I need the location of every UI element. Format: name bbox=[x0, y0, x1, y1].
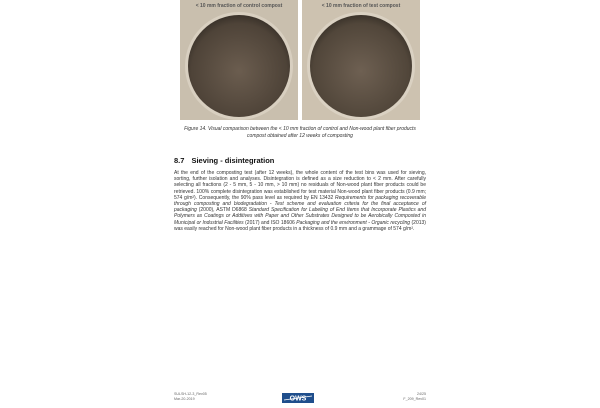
section-number: 8.7 bbox=[174, 156, 185, 165]
ows-logo-icon bbox=[282, 393, 314, 403]
control-compost-photo bbox=[180, 0, 298, 120]
body-text-4: (2013) was easily reached for Non-wood plant fiber products in a thickness of 0.9 mm and a grammage of 574 g/m². bbox=[174, 219, 426, 232]
figure-caption: Figure 14. Visual comparison between the < 10 mm fraction of control and Non-wood plant fiber products compost obtained after 12 weeks of composting bbox=[184, 126, 416, 139]
control-compost-dish bbox=[180, 0, 298, 120]
body-paragraph bbox=[174, 170, 426, 232]
test-compost-label: < 10 mm fraction of test compost bbox=[321, 3, 401, 9]
body-text-3: (2017) and ISO 18606 bbox=[243, 219, 297, 226]
page-footer bbox=[174, 392, 426, 406]
footer-doc-id: SULSH-12-3_Rev05 bbox=[174, 392, 207, 396]
footer-right bbox=[403, 392, 426, 401]
test-compost-photo bbox=[302, 0, 420, 120]
document-page bbox=[172, 0, 428, 408]
body-text-1: At the end of the composting test (after 12 weeks), the whole content of the test bins was used for sieving, sorting, further isolation and analyses. Disintegration is defined as a size reduction to < 2 mm. After carefully selecting all fractions (2 - 5 mm, 5 - 10 mm, > 10 mm) no residuals of Non-wood plant fiber products could be retrieved. 100% complete disintegration was established for test material Non-wood plant fiber products (0.9 mm; 574 g/m²). Consequently, the 90% pass level as required by EN 13432 bbox=[174, 170, 426, 201]
control-compost-label: < 10 mm fraction of control compost bbox=[195, 3, 283, 9]
svg-text:OWS: OWS bbox=[289, 395, 307, 403]
footer-date: Mar-20-2019 bbox=[174, 396, 195, 401]
body-italic-3: Packaging and the environment - Organic recycling bbox=[296, 219, 411, 226]
body-italic-2: Standard Specification for Labeling of End Items that Incorporate Plastics and Polymers as Coatings or Additives with Paper and Other Substrates Designed to be Aerobically Composted in Municipal or Industrial Facilities bbox=[174, 207, 426, 226]
section-heading bbox=[174, 156, 274, 165]
body-italic-1: Requirements for packaging recoverable through composting and biodegradation - Test scheme and evaluation criteria for the final acceptance of packaging bbox=[174, 194, 426, 214]
footer-form-id: F_209_Rev01 bbox=[403, 396, 426, 401]
test-compost-dish bbox=[302, 0, 420, 120]
footer-page-number: 24/25 bbox=[417, 392, 426, 396]
figure-photos bbox=[172, 0, 428, 124]
body-text-2: (2000), ASTM D6868 bbox=[196, 207, 249, 214]
footer-left bbox=[174, 392, 207, 401]
section-title: Sieving - disintegration bbox=[191, 156, 275, 165]
